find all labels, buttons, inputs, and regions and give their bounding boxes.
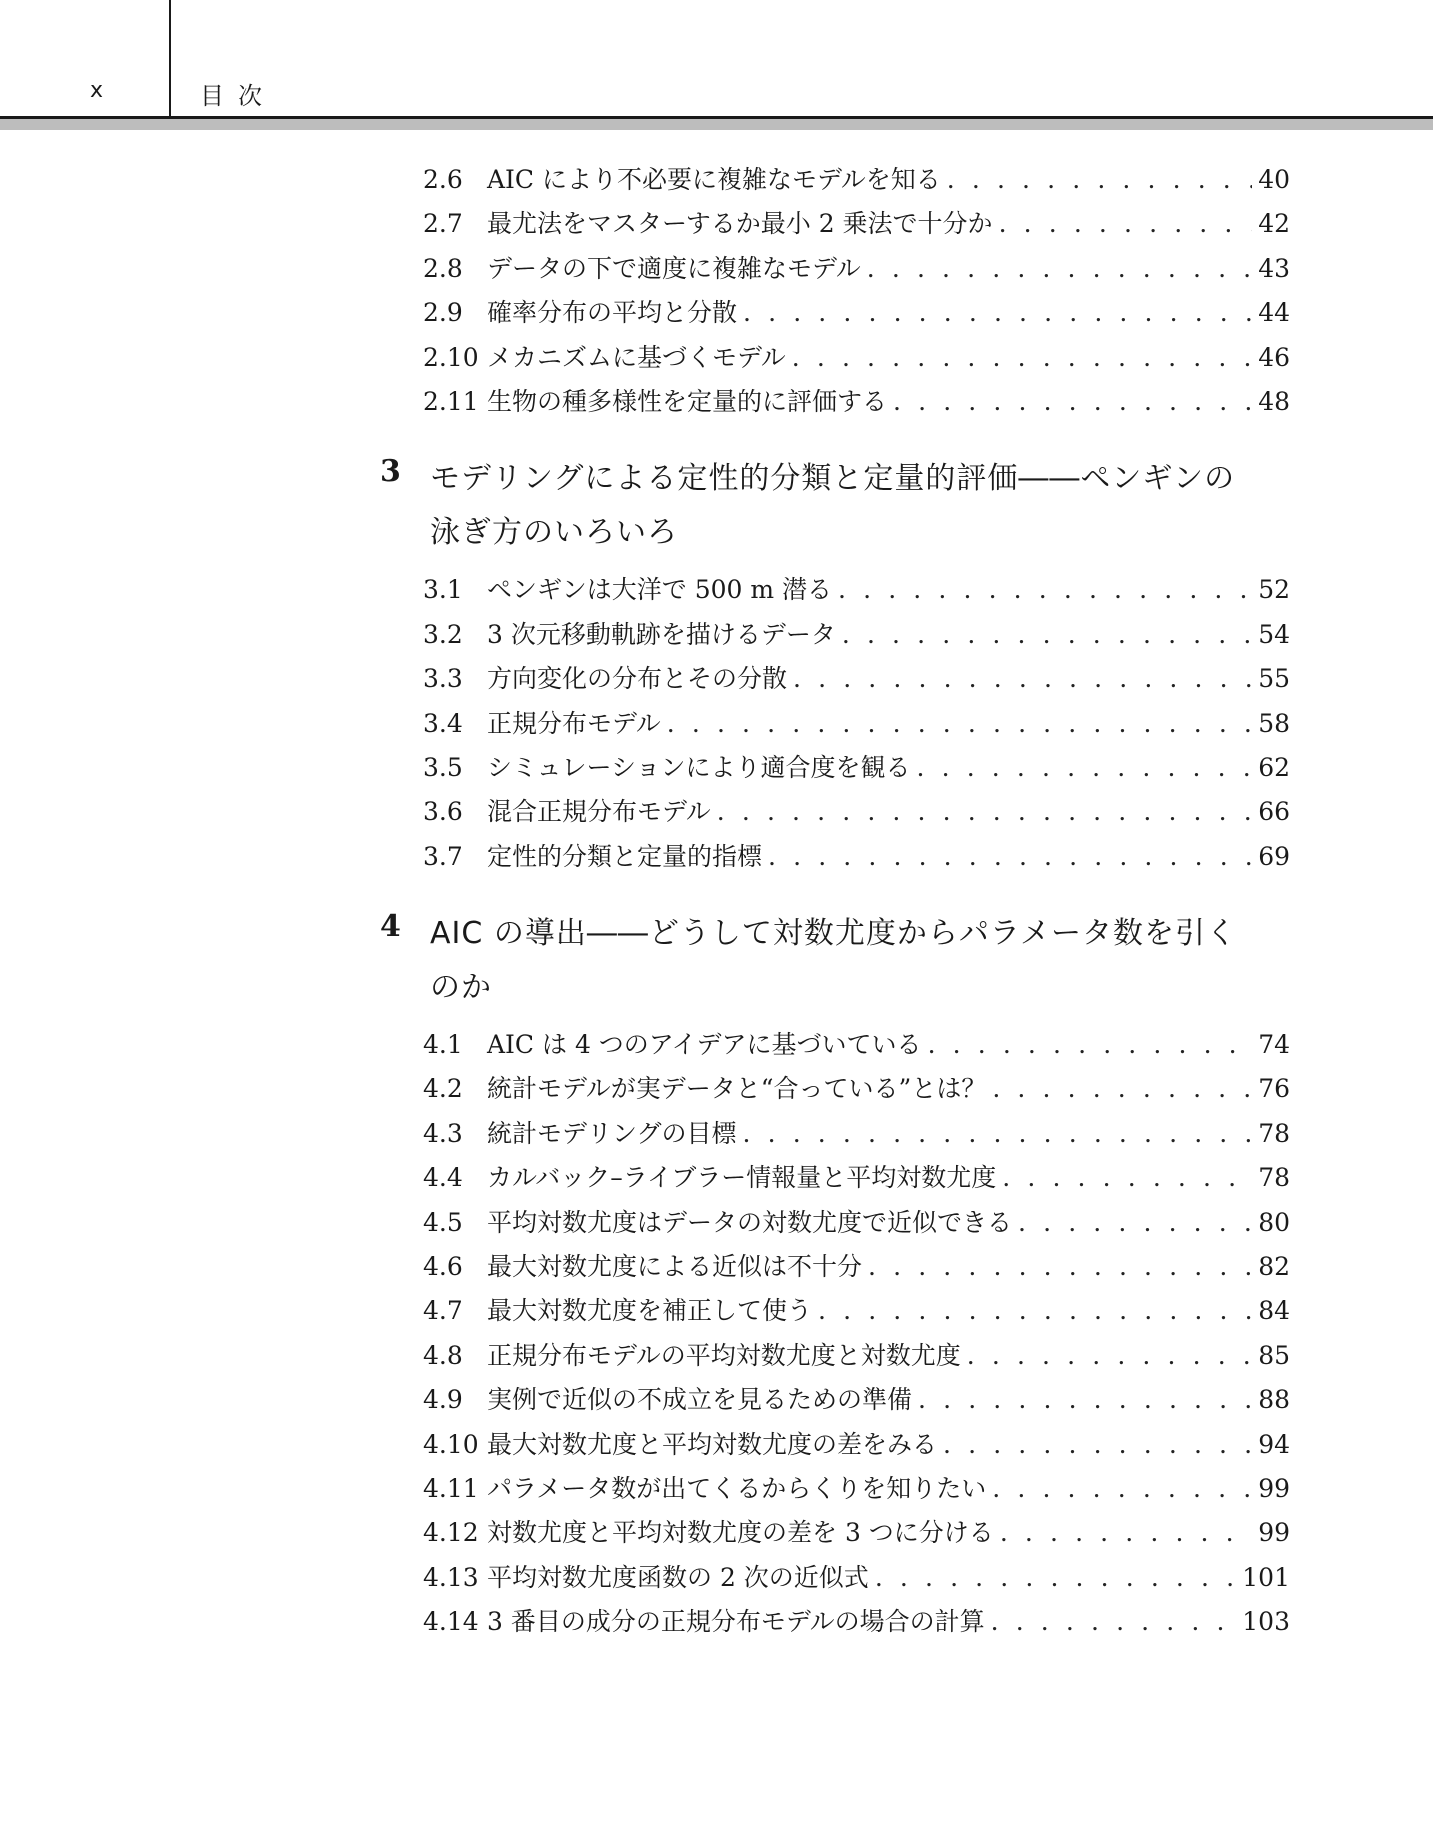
dot-leader: [667, 709, 1252, 738]
section-title: データの下で適度に複雑なモデル: [487, 253, 861, 283]
table-of-contents: [380, 160, 1290, 1647]
section-title: カルバック–ライブラー情報量と平均対数尤度: [487, 1163, 997, 1193]
dot-leader: [768, 842, 1252, 871]
section-title: 定性的分類と定量的指標: [487, 841, 763, 871]
section-number: 4.12: [423, 1518, 479, 1548]
page-number: 66: [1258, 797, 1290, 827]
toc-entry[interactable]: [380, 1158, 1290, 1202]
toc-entry[interactable]: [380, 204, 1290, 248]
page-number: 55: [1258, 664, 1290, 694]
section-number: 3.6: [423, 797, 463, 827]
section-number: 4.6: [423, 1252, 463, 1282]
toc-entry[interactable]: [380, 1602, 1290, 1646]
dot-leader: [875, 1563, 1236, 1592]
toc-entry[interactable]: [380, 659, 1290, 703]
toc-entry[interactable]: [380, 1380, 1290, 1424]
section-number: 4.11: [423, 1473, 479, 1503]
section-number: 4.2: [423, 1074, 463, 1104]
toc-entry[interactable]: [380, 293, 1290, 337]
section-number: 3.5: [423, 752, 463, 782]
dot-leader: [967, 1341, 1252, 1370]
section-number: 4.5: [423, 1207, 463, 1237]
section-number: 4.4: [423, 1163, 463, 1193]
dot-leader: [867, 254, 1252, 283]
page-number: 78: [1258, 1118, 1290, 1148]
page-number: x: [90, 78, 104, 103]
dot-leader: [793, 664, 1252, 693]
section-title: 混合正規分布モデル: [487, 797, 711, 827]
dot-leader: [818, 1296, 1252, 1325]
dot-leader: [743, 298, 1252, 327]
page-number: 94: [1258, 1429, 1290, 1459]
section-title: 3 番目の成分の正規分布モデルの場合の計算: [487, 1607, 985, 1637]
section-title: AIC は 4 つのアイデアに基づいている: [487, 1030, 922, 1060]
dot-leader: [992, 1474, 1252, 1503]
toc-entry[interactable]: [380, 1513, 1290, 1557]
page-number: 62: [1258, 752, 1290, 782]
toc-entry[interactable]: [380, 1069, 1290, 1113]
section-title: 対数尤度と平均対数尤度の差を 3 つに分ける: [487, 1518, 994, 1548]
chapter-title: モデリングによる定性的分類と定量的評価――ペンギンの泳ぎ方のいろいろ: [430, 461, 1236, 551]
section-number: 4.14: [423, 1607, 479, 1637]
dot-leader: [1000, 1518, 1252, 1547]
header-vertical-rule: [169, 0, 171, 116]
page-header: [0, 0, 1433, 130]
page-number: 99: [1258, 1518, 1290, 1548]
toc-entry[interactable]: [380, 615, 1290, 659]
page-number: 85: [1258, 1340, 1290, 1370]
section-title: 統計モデリングの目標: [487, 1118, 737, 1148]
section-title: 正規分布モデル: [487, 708, 661, 738]
toc-entry[interactable]: [380, 748, 1290, 792]
toc-entry[interactable]: [380, 837, 1290, 881]
dot-leader: [918, 1385, 1252, 1414]
chapter4-section-list: [380, 1025, 1290, 1646]
page-number: 76: [1258, 1074, 1290, 1104]
toc-entry[interactable]: [380, 1247, 1290, 1291]
page-number: 48: [1258, 386, 1290, 416]
section-title: 生物の種多様性を定量的に評価する: [487, 386, 888, 416]
page-number: 88: [1258, 1385, 1290, 1415]
section-title: 実例で近似の不成立を見るための準備: [487, 1385, 913, 1415]
chapter2-section-list: [380, 160, 1290, 426]
toc-entry[interactable]: [380, 1425, 1290, 1469]
section-number: 4.7: [423, 1296, 463, 1326]
page-number: 46: [1258, 342, 1290, 372]
dot-leader: [743, 1119, 1253, 1148]
chapter-number: 3: [380, 454, 401, 490]
toc-entry[interactable]: [380, 160, 1290, 204]
section-number: 4.1: [423, 1030, 463, 1060]
toc-entry[interactable]: [380, 338, 1290, 382]
section-number: 2.8: [423, 253, 463, 283]
section-title: ペンギンは大洋で 500 m 潜る: [487, 575, 833, 605]
section-title: メカニズムに基づくモデル: [487, 342, 786, 372]
dot-leader: [947, 165, 1252, 194]
section-number: 4.13: [423, 1562, 479, 1592]
section-number: 4.3: [423, 1118, 463, 1148]
page-number: 40: [1258, 165, 1290, 194]
dot-leader: [893, 387, 1252, 416]
section-title: シミュレーションにより適合度を観る: [487, 752, 911, 782]
toc-entry[interactable]: [380, 570, 1290, 614]
section-title: 方向変化の分布とその分散: [487, 664, 788, 694]
dot-leader: [838, 575, 1252, 604]
section-title: 最大対数尤度と平均対数尤度の差をみる: [487, 1429, 938, 1459]
section-number: 3.1: [423, 575, 463, 605]
section-number: 2.7: [423, 209, 463, 239]
section-title: パラメータ数が出てくるからくりを知りたい: [487, 1473, 987, 1503]
section-number: 2.9: [423, 298, 463, 328]
section-number: 3.4: [423, 708, 463, 738]
dot-leader: [1002, 1163, 1252, 1192]
dot-leader: [928, 1030, 1253, 1059]
section-title: 3 次元移動軌跡を描けるデータ: [487, 619, 836, 649]
page-number: 80: [1258, 1207, 1290, 1237]
section-number: 2.11: [423, 386, 479, 416]
toc-entry[interactable]: [380, 704, 1290, 748]
dot-leader: [717, 797, 1252, 826]
page-number: 101: [1242, 1562, 1290, 1592]
dot-leader: [943, 1430, 1252, 1459]
section-number: 4.9: [423, 1385, 463, 1415]
toc-entry[interactable]: [380, 382, 1290, 426]
page-number: 99: [1258, 1473, 1290, 1503]
section-number: 4.8: [423, 1340, 463, 1370]
page-number: 78: [1258, 1163, 1290, 1193]
page-number: 103: [1242, 1607, 1290, 1637]
chapter-4-heading[interactable]: [380, 907, 1290, 1015]
section-title: 平均対数尤度函数の 2 次の近似式: [487, 1562, 869, 1592]
dot-leader: [917, 753, 1253, 782]
dot-leader: [992, 1074, 1252, 1103]
chapter-title: AIC の導出――どうして対数尤度からパラメータ数を引くのか: [430, 916, 1237, 1006]
section-number: 3.7: [423, 841, 463, 871]
section-title: 統計モデルが実データと“合っている”とは？: [487, 1074, 987, 1104]
toc-entry[interactable]: [380, 1025, 1290, 1069]
toc-entry[interactable]: [380, 1114, 1290, 1158]
dot-leader: [842, 620, 1252, 649]
section-number: 2.6: [423, 165, 463, 194]
page-number: 69: [1258, 841, 1290, 871]
dot-leader: [868, 1252, 1252, 1281]
section-number: 4.10: [423, 1429, 479, 1459]
section-title: 最尤法をマスターするか最小 2 乗法で十分か: [487, 209, 993, 239]
section-number: 3.2: [423, 619, 463, 649]
section-title: 平均対数尤度はデータの対数尤度で近似できる: [487, 1207, 1013, 1237]
header-gray-band: [0, 119, 1433, 130]
page-number: 52: [1258, 575, 1290, 605]
dot-leader: [792, 343, 1252, 372]
page-number: 54: [1258, 619, 1290, 649]
toc-entry[interactable]: [380, 1469, 1290, 1513]
page-number: 74: [1258, 1030, 1290, 1060]
section-number: 3.3: [423, 664, 463, 694]
section-title: AIC により不必要に複雑なモデルを知る: [487, 165, 941, 194]
dot-leader: [999, 209, 1253, 238]
toc-entry[interactable]: [380, 1558, 1290, 1602]
toc-entry[interactable]: [380, 1203, 1290, 1247]
toc-entry[interactable]: [380, 1336, 1290, 1380]
running-title: 目次: [200, 82, 276, 110]
chapter-3-heading[interactable]: [380, 452, 1290, 560]
section-number: 2.10: [423, 342, 479, 372]
page-number: 58: [1258, 708, 1290, 738]
section-title: 最大対数尤度を補正して使う: [487, 1296, 813, 1326]
toc-entry[interactable]: [380, 1291, 1290, 1335]
page-number: 82: [1258, 1252, 1290, 1282]
section-title: 最大対数尤度による近似は不十分: [487, 1252, 863, 1282]
page-number: 44: [1258, 298, 1290, 328]
dot-leader: [991, 1607, 1237, 1636]
toc-entry[interactable]: [380, 792, 1290, 836]
chapter3-section-list: [380, 570, 1290, 881]
section-title: 確率分布の平均と分散: [487, 298, 738, 328]
toc-entry[interactable]: [380, 249, 1290, 293]
page-number: 42: [1258, 209, 1290, 239]
page-number: 84: [1258, 1296, 1290, 1326]
chapter-number: 4: [380, 909, 401, 945]
section-title: 正規分布モデルの平均対数尤度と対数尤度: [487, 1340, 961, 1370]
page-number: 43: [1258, 253, 1290, 283]
dot-leader: [1018, 1208, 1252, 1237]
